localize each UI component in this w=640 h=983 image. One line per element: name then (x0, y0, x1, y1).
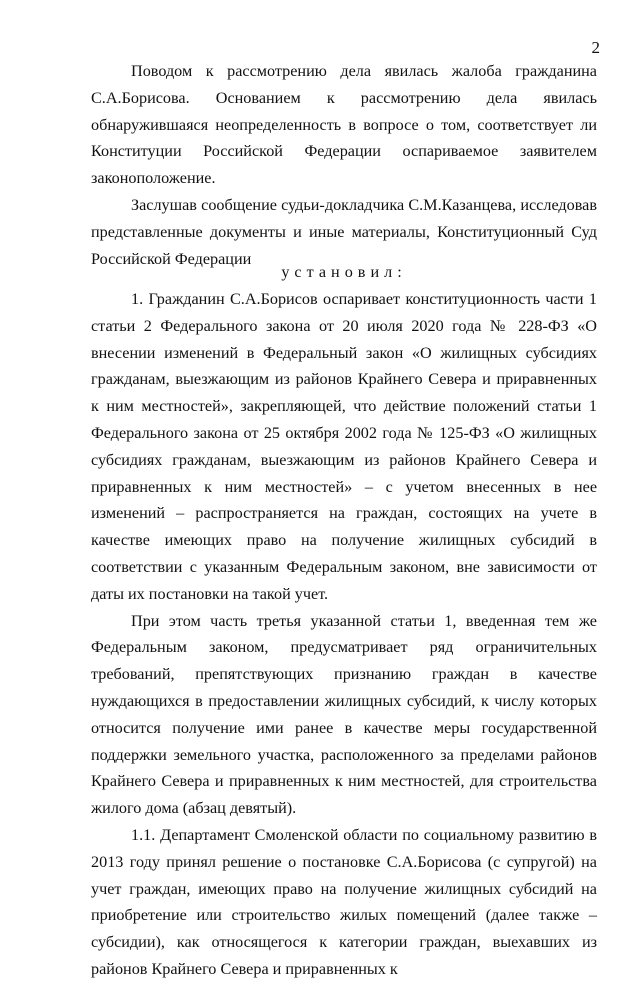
paragraph-complaint-basis: Поводом к рассмотрению дела явилась жалоба гражданина С.А.Борисова. Основанием к рассмотрению дела явилась обнаружившаяся неопределенность в вопросе о том, соответствует ли Конституции Российской Федерации оспариваемое заявителем законоположение. (91, 62, 597, 188)
paragraph-judge-report: Заслушав сообщение судьи-докладчика С.М.Казанцева, исследовав представленные документы и иные материалы, Конституционный Суд Российской Федерации (91, 195, 597, 268)
main-text-block (91, 286, 597, 983)
paragraph-restrictions: При этом часть третья указанной статьи 1, введенная тем же Федеральным законом, предусматривает ряд ограничительных требований, препятствующих признанию граждан в качестве нуждающихся в предоставлении жилищных субсидий, к числу которых относится получение ими ранее в качестве меры государственной поддержки земельного участка, расположенного за пределами районов Крайнего Севера и приравненных к ним местностей, для строительства жилого дома (абзац девятый). (91, 611, 597, 818)
paragraph-section-1-1: 1.1. Департамент Смоленской области по социальному развитию в 2013 году принял решение о постановке С.А.Борисова (с супругой) на учет граждан, имеющих право на получение жилищных субсидий на приобретение или строительство жилых помещений (далее также – субсидии), как относящегося к категории граждан, выехавших из районов Крайнего Севера и приравненных к (91, 825, 597, 978)
intro-text-block (91, 58, 597, 272)
page-number: 2 (591, 38, 600, 57)
heading-established: установил: (281, 263, 407, 281)
paragraph-section-1: 1. Гражданин С.А.Борисов оспаривает конституционность части 1 статьи 2 Федерального закона от 20 июля 2020 года № 228-ФЗ «О внесении изменений в Федеральный закон «О жилищных субсидиях гражданам, выезжающим из районов Крайнего Севера и приравненных к ним местностей», закрепляющей, что действие положений статьи 1 Федерального закона от 25 октября 2002 года № 125-ФЗ «О жилищных субсидиях гражданам, выезжающим из районов Крайнего Севера и приравненных к ним местностей» – с учетом внесенных в нее изменений – распространяется на граждан, состоящих на учете в качестве имеющих право на получение жилищных субсидий в соответствии с указанным Федеральным законом, вне зависимости от даты их постановки на такой учет. (91, 290, 597, 603)
